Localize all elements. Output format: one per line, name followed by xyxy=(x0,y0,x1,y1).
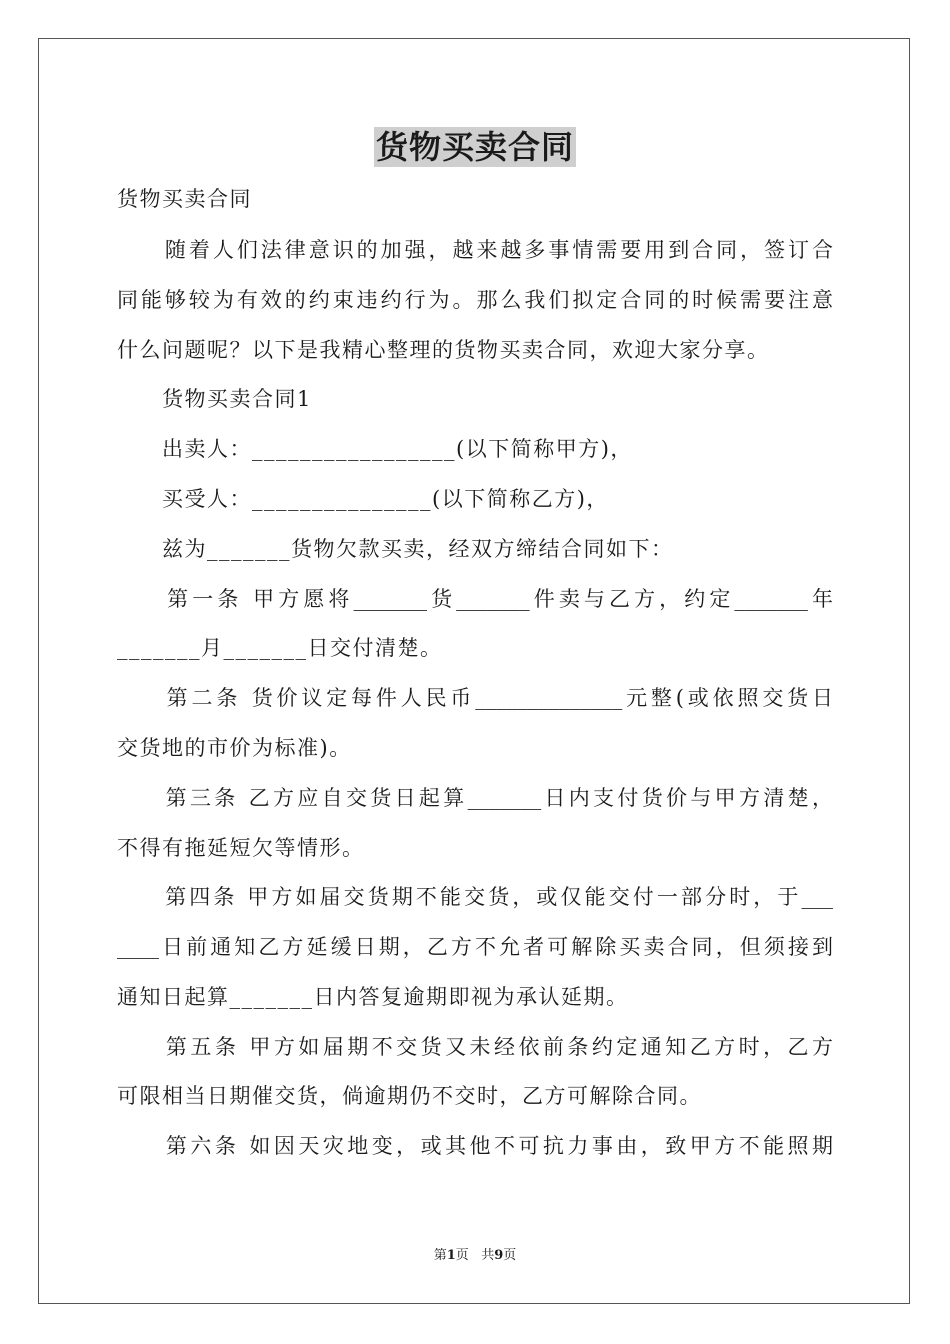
body-line: 第六条 如因天灾地变，或其他不可抗力事由，致甲方不能照期 xyxy=(117,1134,833,1158)
page-title: 货物买卖合同 xyxy=(375,128,574,166)
body-line: 同能够较为有效的约束违约行为。那么我们拟定合同的时候需要注意 xyxy=(117,288,833,312)
page-footer xyxy=(0,1247,950,1265)
body-line: 第四条 甲方如届交货期不能交货，或仅能交付一部分时，于___ xyxy=(117,885,833,909)
page-number: 1 xyxy=(446,1248,456,1263)
body-line: 不得有拖延短欠等情形。 xyxy=(117,836,365,860)
body-line: 货物买卖合同 xyxy=(117,187,252,211)
body-line: 交货地的市价为标准)。 xyxy=(117,736,352,760)
page-border xyxy=(38,38,910,1304)
body-line: ____日前通知乙方延缓日期，乙方不允者可解除买卖合同，但须接到 xyxy=(117,935,833,959)
total-pages: 9 xyxy=(494,1248,504,1263)
footer-prefix: 第 xyxy=(433,1248,447,1263)
footer-page-suffix: 页 xyxy=(455,1248,469,1263)
body-line: 第一条 甲方愿将_______货_______件卖与乙方，约定_______年 xyxy=(117,587,833,611)
title-container xyxy=(0,127,950,167)
footer-total-suffix: 页 xyxy=(503,1248,517,1263)
body-line: _______月_______日交付清楚。 xyxy=(117,636,443,660)
footer-total-prefix: 共 xyxy=(481,1248,495,1263)
body-line: 通知日起算_______日内答复逾期即视为承认延期。 xyxy=(117,985,629,1009)
body-line: 什么问题呢？以下是我精心整理的货物买卖合同，欢迎大家分享。 xyxy=(117,338,770,362)
body-line: 第二条 货价议定每件人民币______________元整(或依照交货日 xyxy=(117,686,833,710)
body-line: 货物买卖合同1 xyxy=(117,387,312,411)
body-line: 出卖人：_________________(以下简称甲方)， xyxy=(117,437,633,461)
body-line: 第三条 乙方应自交货日起算_______日内支付货价与甲方清楚， xyxy=(117,786,833,810)
body-line: 第五条 甲方如届期不交货又未经依前条约定通知乙方时，乙方 xyxy=(117,1035,833,1059)
body-line: 可限相当日期催交货，倘逾期仍不交时，乙方可解除合同。 xyxy=(117,1084,702,1108)
body-line: 兹为_______货物欠款买卖，经双方缔结合同如下： xyxy=(117,537,674,561)
body-line: 随着人们法律意识的加强，越来越多事情需要用到合同，签订合 xyxy=(117,238,833,262)
body-line: 买受人：_______________(以下简称乙方)， xyxy=(117,487,609,511)
